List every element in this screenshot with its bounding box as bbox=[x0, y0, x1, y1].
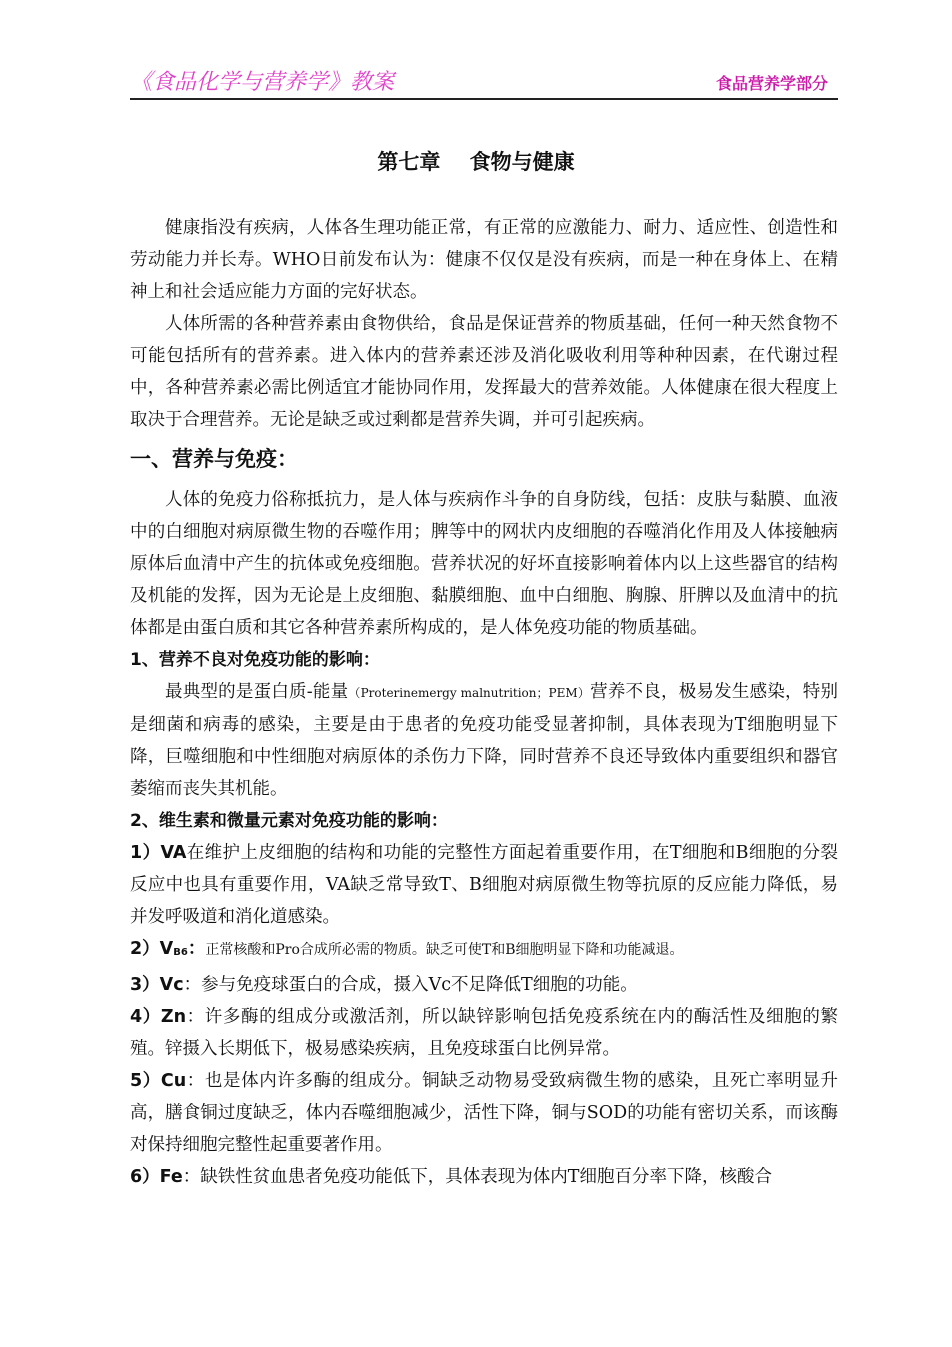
pem-text-before: 最典型的是蛋白质-能量 bbox=[165, 682, 349, 702]
subsection-paragraph-malnutrition bbox=[130, 676, 838, 805]
main-content bbox=[130, 212, 838, 1193]
course-title: 《食品化学与营养学》教案 bbox=[130, 70, 395, 95]
item-label-subscript: B6 bbox=[173, 947, 188, 958]
item-label: 3）Vc bbox=[130, 975, 184, 995]
list-item-vc bbox=[130, 969, 838, 1001]
pem-text-after: 营养不良，极易发生感染，特别是细菌和病毒的感染，主要是由于患者的免疫功能受显著抑制，具体表现为T细胞明显下降，巨噬细胞和中性细胞对病原体的杀伤力下降，同时营养不良还导致体内重要组织和器官萎缩而丧失其机能。 bbox=[130, 682, 838, 799]
section-label: 食品营养学部分 bbox=[715, 74, 828, 93]
list-item-zn bbox=[130, 1001, 838, 1065]
list-item-fe bbox=[130, 1161, 838, 1193]
pem-note: （Proterinemergy malnutrition；PEM） bbox=[348, 686, 591, 700]
list-item-va bbox=[130, 837, 838, 933]
item-label-colon: ： bbox=[187, 939, 206, 959]
item-text: ：许多酶的组成分或激活剂，所以缺锌影响包括免疫系统在内的酶活性及细胞的繁殖。锌摄入长期低下，极易感染疾病，且免疫球蛋白比例异常。 bbox=[130, 1007, 838, 1059]
item-text: ：也是体内许多酶的组成分。铜缺乏动物易受致病微生物的感染，且死亡率明显升高，膳食铜过度缺乏，体内吞噬细胞减少，活性下降，铜与SOD的功能有密切关系，而该酶对保持细胞完整性起重要著作用。 bbox=[130, 1071, 839, 1155]
subsection-heading-malnutrition: 1、营养不良对免疫功能的影响： bbox=[130, 650, 380, 670]
item-label: 5）Cu bbox=[130, 1071, 187, 1091]
section-heading-nutrition-immunity: 一、营养与免疫： bbox=[130, 447, 298, 471]
item-label: 1）VA bbox=[130, 843, 187, 863]
list-item-vb6 bbox=[130, 933, 838, 969]
subsection-heading-vitamins: 2、维生素和微量元素对免疫功能的影响： bbox=[130, 811, 448, 831]
item-text: 在维护上皮细胞的结构和功能的完整性方面起着重要作用，在T细胞和B细胞的分裂反应中也具有重要作用，VA缺乏常导致T、B细胞对病原微生物等抗原的反应能力降低，易并发呼吸道和消化道感染。 bbox=[130, 843, 839, 927]
section-paragraph: 人体的免疫力俗称抵抗力，是人体与疾病作斗争的自身防线，包括：皮肤与黏膜、血液中的白细胞对病原微生物的吞噬作用；脾等中的网状内皮细胞的吞噬消化作用及人体接触病原体后血清中产生的抗体或免疫细胞。营养状况的好坏直接影响着体内以上这些器官的结构及机能的发挥，因为无论是上皮细胞、黏膜细胞、血中白细胞、胸腺、肝脾以及血清中的抗体都是由蛋白质和其它各种营养素所构成的，是人体免疫功能的物质基础。 bbox=[130, 490, 838, 638]
item-label: 6）Fe bbox=[130, 1167, 183, 1187]
item-label: 2）V bbox=[130, 939, 174, 959]
chapter-title: 第七章 食物与健康 bbox=[377, 150, 575, 174]
item-label: 4）Zn bbox=[130, 1007, 187, 1027]
list-item-cu bbox=[130, 1065, 838, 1161]
intro-paragraph-1: 健康指没有疾病，人体各生理功能正常，有正常的应激能力、耐力、适应性、创造性和劳动能力并长寿。WHO日前发布认为：健康不仅仅是没有疾病，而是一种在身体上、在精神上和社会适应能力方面的完好状态。 bbox=[130, 218, 838, 302]
item-text: ：参与免疫球蛋白的合成，摄入Vc不足降低T细胞的功能。 bbox=[183, 975, 638, 995]
item-text: 正常核酸和Pro合成所必需的物质。缺乏可使T和B细胞明显下降和功能减退。 bbox=[205, 942, 684, 958]
item-text: ：缺铁性贫血患者免疫功能低下，具体表现为体内T细胞百分率下降，核酸合 bbox=[182, 1167, 772, 1187]
page-header bbox=[130, 68, 838, 100]
intro-paragraph-2: 人体所需的各种营养素由食物供给，食品是保证营养的物质基础，任何一种天然食物不可能包括所有的营养素。进入体内的营养素还涉及消化吸收利用等种种因素，在代谢过程中，各种营养素必需比例适宜才能协同作用，发挥最大的营养效能。人体健康在很大程度上取决于合理营养。无论是缺乏或过剩都是营养失调，并可引起疾病。 bbox=[130, 314, 838, 430]
